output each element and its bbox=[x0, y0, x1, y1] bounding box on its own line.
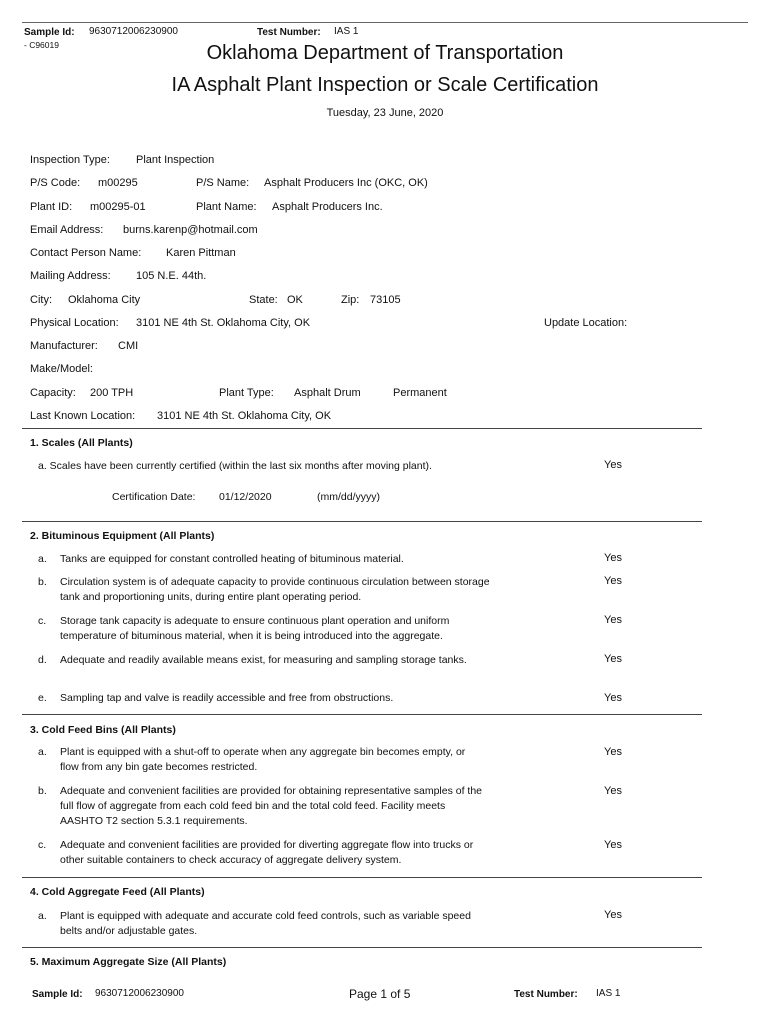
cert-date-value: 01/12/2020 bbox=[219, 491, 272, 503]
plant-id-value: m00295-01 bbox=[90, 201, 146, 213]
update-location-label: Update Location: bbox=[544, 317, 628, 329]
s3-item-c-letter: c. bbox=[38, 839, 47, 851]
mailing-label: Mailing Address: bbox=[30, 270, 111, 282]
plant-name-label: Plant Name: bbox=[196, 201, 257, 213]
s2-item-e-text: Sampling tap and valve is readily accessible and free from obstructions. bbox=[60, 692, 394, 704]
s2-item-b-answer: Yes bbox=[604, 575, 622, 587]
contact-label: Contact Person Name: bbox=[30, 247, 142, 259]
s3-item-a-answer: Yes bbox=[604, 746, 622, 758]
s2-item-c-answer: Yes bbox=[604, 614, 622, 626]
s2-item-e-letter: e. bbox=[38, 692, 47, 704]
footer-sample-id-label: Sample Id: bbox=[32, 989, 83, 1000]
city-label: City: bbox=[30, 294, 52, 306]
email-value: burns.karenp@hotmail.com bbox=[123, 224, 258, 236]
s3-item-c-answer: Yes bbox=[604, 839, 622, 851]
footer-test-number-label: Test Number: bbox=[514, 989, 578, 1000]
footer-test-number-value: IAS 1 bbox=[596, 988, 621, 999]
last-known-location-label: Last Known Location: bbox=[30, 410, 136, 422]
ref-code: - C96019 bbox=[24, 40, 59, 50]
s4-item-a-answer: Yes bbox=[604, 909, 622, 921]
manufacturer-value: CMI bbox=[118, 340, 139, 352]
make-model-label: Make/Model: bbox=[30, 363, 93, 375]
zip-label: Zip: bbox=[341, 294, 360, 306]
section-3-title: 3. Cold Feed Bins (All Plants) bbox=[30, 724, 176, 736]
section-divider bbox=[22, 521, 702, 522]
s2-item-b-text: Circulation system is of adequate capacity to provide continuous circulation between storage tank and proportioning units, during entire plant operating period. bbox=[60, 576, 490, 603]
manufacturer-label: Manufacturer: bbox=[30, 340, 98, 352]
s2-item-b-letter: b. bbox=[38, 576, 47, 588]
section-2-title: 2. Bituminous Equipment (All Plants) bbox=[30, 530, 215, 542]
physical-location-label: Physical Location: bbox=[30, 317, 119, 329]
state-label: State: bbox=[249, 294, 278, 306]
test-number-value: IAS 1 bbox=[334, 26, 359, 37]
s2-item-e-answer: Yes bbox=[604, 692, 622, 704]
city-value: Oklahoma City bbox=[68, 294, 141, 306]
plant-permanence: Permanent bbox=[393, 387, 447, 399]
physical-location-value: 3101 NE 4th St. Oklahoma City, OK bbox=[136, 317, 311, 329]
section-1-title: 1. Scales (All Plants) bbox=[30, 437, 133, 449]
s1-item-a-text: a. Scales have been currently certified (within the last six months after moving plant). bbox=[38, 460, 432, 472]
cert-date-label: Certification Date: bbox=[112, 491, 196, 503]
sample-id-label: Sample Id: bbox=[24, 27, 75, 38]
inspection-type-value: Plant Inspection bbox=[136, 154, 215, 166]
report-date: Tuesday, 23 June, 2020 bbox=[326, 107, 444, 119]
section-divider bbox=[22, 877, 702, 878]
ps-name-label: P/S Name: bbox=[196, 177, 250, 189]
sample-id-value: 9630712006230900 bbox=[89, 26, 178, 37]
test-number-label: Test Number: bbox=[257, 27, 321, 38]
contact-value: Karen Pittman bbox=[166, 247, 236, 259]
s2-item-d-text: Adequate and readily available means exist, for measuring and sampling storage tanks. bbox=[60, 654, 467, 666]
plant-id-label: Plant ID: bbox=[30, 201, 73, 213]
s2-item-c-text: Storage tank capacity is adequate to ensure continuous plant operation and uniform temperature of bituminous material, when it is being introduced into the aggregate. bbox=[60, 615, 450, 642]
capacity-value: 200 TPH bbox=[90, 387, 134, 399]
ps-code-value: m00295 bbox=[98, 177, 138, 189]
s2-item-c-letter: c. bbox=[38, 615, 47, 627]
s3-item-a-letter: a. bbox=[38, 746, 47, 758]
page-title: Oklahoma Department of Transportation bbox=[206, 42, 564, 64]
email-label: Email Address: bbox=[30, 224, 104, 236]
page-number: Page 1 of 5 bbox=[349, 987, 411, 1001]
s4-item-a-letter: a. bbox=[38, 910, 47, 922]
zip-value: 73105 bbox=[370, 294, 401, 306]
s2-item-a-answer: Yes bbox=[604, 552, 622, 564]
mailing-value: 105 N.E. 44th. bbox=[136, 270, 207, 282]
section-5-title: 5. Maximum Aggregate Size (All Plants) bbox=[30, 956, 227, 968]
s3-item-a-text: Plant is equipped with a shut-off to operate when any aggregate bin becomes empty, or flow from any bin gate becomes restricted. bbox=[60, 746, 466, 773]
cert-date-format: (mm/dd/yyyy) bbox=[317, 491, 380, 503]
ps-name-value: Asphalt Producers Inc (OKC, OK) bbox=[264, 177, 428, 189]
header-rule bbox=[22, 22, 748, 23]
s4-item-a-text: Plant is equipped with adequate and accurate cold feed controls, such as variable speed belts and/or adjustable gates. bbox=[60, 910, 471, 937]
s3-item-c-text: Adequate and convenient facilities are provided for diverting aggregate flow into trucks or other suitable containers to check accuracy of aggregate delivery system. bbox=[60, 839, 474, 866]
section-divider bbox=[22, 947, 702, 948]
page-subtitle: IA Asphalt Plant Inspection or Scale Certification bbox=[171, 74, 599, 96]
s3-item-b-text: Adequate and convenient facilities are provided for obtaining representative samples of the full flow of aggregate from each cold feed bin and the total cold feed. Facility meets AASHTO T2 section 5.3.1 requirements. bbox=[60, 785, 483, 827]
footer-sample-id-value: 9630712006230900 bbox=[95, 988, 184, 999]
state-value: OK bbox=[287, 294, 303, 306]
section-divider bbox=[22, 428, 702, 429]
capacity-label: Capacity: bbox=[30, 387, 76, 399]
inspection-type-label: Inspection Type: bbox=[30, 154, 110, 166]
s2-item-d-answer: Yes bbox=[604, 653, 622, 665]
section-4-title: 4. Cold Aggregate Feed (All Plants) bbox=[30, 886, 205, 898]
last-known-location-value: 3101 NE 4th St. Oklahoma City, OK bbox=[157, 410, 332, 422]
s3-item-b-letter: b. bbox=[38, 785, 47, 797]
ps-code-label: P/S Code: bbox=[30, 177, 81, 189]
plant-type-value: Asphalt Drum bbox=[294, 387, 361, 399]
s1-item-a-answer: Yes bbox=[604, 459, 622, 471]
s3-item-b-answer: Yes bbox=[604, 785, 622, 797]
s2-item-a-letter: a. bbox=[38, 553, 47, 565]
s2-item-d-letter: d. bbox=[38, 654, 47, 666]
plant-name-value: Asphalt Producers Inc. bbox=[272, 201, 383, 213]
s2-item-a-text: Tanks are equipped for constant controlled heating of bituminous material. bbox=[60, 553, 404, 565]
section-divider bbox=[22, 714, 702, 715]
plant-type-label: Plant Type: bbox=[219, 387, 274, 399]
